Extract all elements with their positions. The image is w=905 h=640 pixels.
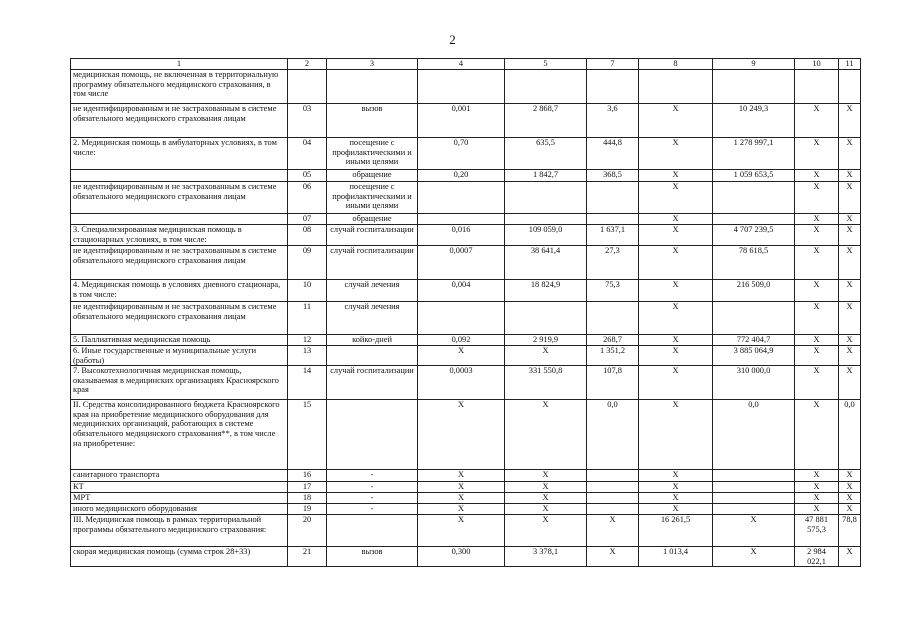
col-7-cell: 444,8	[587, 138, 639, 170]
table-row	[71, 170, 861, 182]
header-cell: 8	[639, 59, 713, 70]
col-7-cell: 75,3	[587, 280, 639, 302]
col-7-cell	[587, 182, 639, 214]
col-5-cell: 635,5	[505, 138, 587, 170]
header-cell: 2	[288, 59, 327, 70]
col-9-cell	[713, 70, 795, 104]
col-5-cell: Х	[505, 493, 587, 504]
col-5-cell: Х	[505, 482, 587, 493]
col-4-cell: 0,001	[418, 104, 505, 138]
row-name-cell: медицинская помощь, не включенная в территориальную программу обязательного медицинского страхования, в том числе	[71, 70, 288, 104]
col-5-cell	[505, 214, 587, 225]
col-10-cell: Х	[795, 104, 839, 138]
col-8-cell: Х	[639, 504, 713, 515]
col-10-cell: Х	[795, 346, 839, 366]
col-8-cell: 16 261,5	[639, 515, 713, 547]
col-9-cell: Х	[713, 547, 795, 567]
col-7-cell: 1 637,1	[587, 225, 639, 246]
header-cell: 9	[713, 59, 795, 70]
table-row	[71, 246, 861, 280]
col-5-cell: 2 919,9	[505, 335, 587, 346]
col-11-cell: Х	[839, 225, 861, 246]
col-8-cell	[639, 70, 713, 104]
col-9-cell	[713, 214, 795, 225]
col-8-cell: Х	[639, 482, 713, 493]
col-8-cell: Х	[639, 225, 713, 246]
col-10-cell: Х	[795, 302, 839, 335]
col-4-cell	[418, 214, 505, 225]
col-10-cell: Х	[795, 225, 839, 246]
row-code-cell: 10	[288, 280, 327, 302]
col-7-cell	[587, 482, 639, 493]
col-4-cell	[418, 182, 505, 214]
col-7-cell: Х	[587, 547, 639, 567]
col-11-cell: Х	[839, 366, 861, 400]
col-7-cell: 27,3	[587, 246, 639, 280]
row-code-cell: 19	[288, 504, 327, 515]
col-9-cell	[713, 482, 795, 493]
table-row	[71, 346, 861, 366]
col-9-cell	[713, 493, 795, 504]
col-9-cell: 4 707 239,5	[713, 225, 795, 246]
row-code-cell: 16	[288, 470, 327, 482]
unit-cell: случай госпитализации	[327, 225, 418, 246]
unit-cell: случай лечения	[327, 302, 418, 335]
col-11-cell: Х	[839, 547, 861, 567]
col-5-cell: Х	[505, 400, 587, 470]
col-11-cell: Х	[839, 302, 861, 335]
col-8-cell: Х	[639, 280, 713, 302]
col-11-cell: Х	[839, 504, 861, 515]
col-5-cell: 18 824,9	[505, 280, 587, 302]
row-name-cell	[71, 170, 288, 182]
col-11-cell: Х	[839, 182, 861, 214]
table-body	[71, 70, 861, 567]
col-5-cell: 38 641,4	[505, 246, 587, 280]
row-code-cell: 09	[288, 246, 327, 280]
col-10-cell: Х	[795, 482, 839, 493]
col-5-cell: Х	[505, 346, 587, 366]
row-code-cell: 15	[288, 400, 327, 470]
unit-cell	[327, 346, 418, 366]
col-7-cell	[587, 70, 639, 104]
col-11-cell: Х	[839, 335, 861, 346]
row-code-cell: 08	[288, 225, 327, 246]
col-8-cell: Х	[639, 246, 713, 280]
col-4-cell: 0,300	[418, 547, 505, 567]
col-9-cell: 78 618,5	[713, 246, 795, 280]
col-5-cell	[505, 70, 587, 104]
unit-cell	[327, 70, 418, 104]
row-code-cell: 21	[288, 547, 327, 567]
col-8-cell: Х	[639, 170, 713, 182]
col-8-cell: Х	[639, 214, 713, 225]
page-number: 2	[449, 32, 456, 47]
row-name-cell: 6. Иные государственные и муниципальные услуги (работы)	[71, 346, 288, 366]
col-10-cell: Х	[795, 138, 839, 170]
col-8-cell: Х	[639, 335, 713, 346]
col-10-cell	[795, 70, 839, 104]
col-9-cell: 1 278 997,1	[713, 138, 795, 170]
col-10-cell: Х	[795, 366, 839, 400]
col-10-cell: Х	[795, 246, 839, 280]
col-10-cell: Х	[795, 470, 839, 482]
col-10-cell: 47 881 575,3	[795, 515, 839, 547]
col-8-cell: Х	[639, 138, 713, 170]
row-name-cell: 2. Медицинская помощь в амбулаторных условиях, в том числе:	[71, 138, 288, 170]
col-7-cell: 3,6	[587, 104, 639, 138]
col-7-cell	[587, 302, 639, 335]
table-row	[71, 400, 861, 470]
col-7-cell: 268,7	[587, 335, 639, 346]
col-4-cell: Х	[418, 504, 505, 515]
col-9-cell: 10 249,3	[713, 104, 795, 138]
table-row	[71, 547, 861, 567]
table-row	[71, 366, 861, 400]
col-9-cell: 772 404,7	[713, 335, 795, 346]
table-row	[71, 504, 861, 515]
col-9-cell: Х	[713, 515, 795, 547]
header-cell: 4	[418, 59, 505, 70]
table-row	[71, 482, 861, 493]
col-4-cell: 0,20	[418, 170, 505, 182]
unit-cell: койко-дней	[327, 335, 418, 346]
col-4-cell: 0,004	[418, 280, 505, 302]
col-5-cell: 1 842,7	[505, 170, 587, 182]
col-4-cell	[418, 70, 505, 104]
row-code-cell: 03	[288, 104, 327, 138]
col-10-cell: Х	[795, 182, 839, 214]
col-8-cell: 1 013,4	[639, 547, 713, 567]
unit-cell: -	[327, 504, 418, 515]
table-row	[71, 335, 861, 346]
col-10-cell: Х	[795, 493, 839, 504]
unit-cell	[327, 515, 418, 547]
unit-cell	[327, 400, 418, 470]
table-row	[71, 470, 861, 482]
col-8-cell: Х	[639, 182, 713, 214]
row-code-cell: 05	[288, 170, 327, 182]
col-5-cell	[505, 182, 587, 214]
header-row	[71, 59, 861, 70]
table-row	[71, 493, 861, 504]
row-code-cell: 12	[288, 335, 327, 346]
col-4-cell: 0,0007	[418, 246, 505, 280]
col-8-cell: Х	[639, 366, 713, 400]
col-9-cell	[713, 470, 795, 482]
col-7-cell	[587, 470, 639, 482]
col-9-cell: 3 885 064,9	[713, 346, 795, 366]
col-10-cell: Х	[795, 280, 839, 302]
col-11-cell: Х	[839, 493, 861, 504]
row-name-cell: иного медицинского оборудования	[71, 504, 288, 515]
col-9-cell: 310 000,0	[713, 366, 795, 400]
col-4-cell: Х	[418, 493, 505, 504]
col-4-cell: Х	[418, 400, 505, 470]
unit-cell: -	[327, 470, 418, 482]
unit-cell: случай госпитализации	[327, 366, 418, 400]
row-code-cell: 07	[288, 214, 327, 225]
col-9-cell: 216 509,0	[713, 280, 795, 302]
header-cell: 7	[587, 59, 639, 70]
col-4-cell: Х	[418, 470, 505, 482]
col-5-cell: 3 378,1	[505, 547, 587, 567]
col-11-cell: Х	[839, 138, 861, 170]
row-name-cell: не идентифицированным и не застрахованным в системе обязательного медицинского страхования лицам	[71, 302, 288, 335]
row-code-cell: 17	[288, 482, 327, 493]
row-name-cell: не идентифицированным и не застрахованным в системе обязательного медицинского страхования лицам	[71, 104, 288, 138]
col-7-cell: 0,0	[587, 400, 639, 470]
col-7-cell	[587, 504, 639, 515]
col-4-cell: 0,092	[418, 335, 505, 346]
row-name-cell	[71, 214, 288, 225]
table-row	[71, 302, 861, 335]
col-5-cell	[505, 302, 587, 335]
unit-cell: вызов	[327, 104, 418, 138]
col-4-cell: Х	[418, 346, 505, 366]
unit-cell: посещение с профилактическими и иными целями	[327, 182, 418, 214]
row-code-cell	[288, 70, 327, 104]
col-11-cell: Х	[839, 280, 861, 302]
table-row	[71, 70, 861, 104]
row-name-cell: скорая медицинская помощь (сумма строк 28+33)	[71, 547, 288, 567]
unit-cell: обращение	[327, 214, 418, 225]
col-4-cell: 0,70	[418, 138, 505, 170]
header-cell: 10	[795, 59, 839, 70]
row-name-cell: 5. Паллиативная медицинская помощь	[71, 335, 288, 346]
header-cell: 3	[327, 59, 418, 70]
col-9-cell	[713, 504, 795, 515]
unit-cell: обращение	[327, 170, 418, 182]
table-row	[71, 280, 861, 302]
col-9-cell	[713, 302, 795, 335]
table-row	[71, 214, 861, 225]
col-10-cell: Х	[795, 504, 839, 515]
row-name-cell: МРТ	[71, 493, 288, 504]
col-8-cell: Х	[639, 346, 713, 366]
col-5-cell: Х	[505, 470, 587, 482]
col-5-cell: Х	[505, 504, 587, 515]
col-5-cell: 2 868,7	[505, 104, 587, 138]
col-7-cell: 368,5	[587, 170, 639, 182]
col-9-cell: 0,0	[713, 400, 795, 470]
header-cell: 11	[839, 59, 861, 70]
row-name-cell: 3. Специализированная медицинская помощь в стационарных условиях, в том числе:	[71, 225, 288, 246]
col-9-cell: 1 059 653,5	[713, 170, 795, 182]
col-8-cell: Х	[639, 302, 713, 335]
table-row	[71, 225, 861, 246]
col-4-cell: 0,0003	[418, 366, 505, 400]
header-cell: 5	[505, 59, 587, 70]
col-10-cell: 2 984 022,1	[795, 547, 839, 567]
row-name-cell: санитарного транспорта	[71, 470, 288, 482]
row-code-cell: 04	[288, 138, 327, 170]
row-name-cell: КТ	[71, 482, 288, 493]
row-code-cell: 06	[288, 182, 327, 214]
col-8-cell: Х	[639, 400, 713, 470]
col-11-cell: Х	[839, 246, 861, 280]
row-name-cell: III. Медицинская помощь в рамках территориальной программы обязательного медицинского страхования:	[71, 515, 288, 547]
col-11-cell: Х	[839, 482, 861, 493]
unit-cell: -	[327, 482, 418, 493]
row-name-cell: II. Средства консолидированного бюджета Красноярского края на приобретение медицинского оборудования для медицинских организаций, работающих в системе обязательного медицинского страхования**, в том числе на приобретение:	[71, 400, 288, 470]
row-code-cell: 20	[288, 515, 327, 547]
row-name-cell: 4. Медицинская помощь в условиях дневного стационара, в том числе:	[71, 280, 288, 302]
col-8-cell: Х	[639, 104, 713, 138]
col-7-cell	[587, 493, 639, 504]
col-7-cell: 107,8	[587, 366, 639, 400]
table-row	[71, 515, 861, 547]
col-10-cell: Х	[795, 170, 839, 182]
col-11-cell: Х	[839, 104, 861, 138]
table-row	[71, 138, 861, 170]
col-11-cell: Х	[839, 170, 861, 182]
row-code-cell: 18	[288, 493, 327, 504]
col-10-cell: Х	[795, 335, 839, 346]
unit-cell: -	[327, 493, 418, 504]
col-11-cell: Х	[839, 346, 861, 366]
col-9-cell	[713, 182, 795, 214]
row-name-cell: 7. Высокотехнологичная медицинская помощь, оказываемая в медицинских организациях Красноярского края	[71, 366, 288, 400]
unit-cell: случай лечения	[327, 280, 418, 302]
col-10-cell: Х	[795, 214, 839, 225]
col-7-cell: Х	[587, 515, 639, 547]
row-name-cell: не идентифицированным и не застрахованным в системе обязательного медицинского страхования лицам	[71, 246, 288, 280]
col-4-cell: Х	[418, 482, 505, 493]
col-11-cell: 78,8	[839, 515, 861, 547]
row-code-cell: 11	[288, 302, 327, 335]
col-5-cell: 109 059,0	[505, 225, 587, 246]
row-code-cell: 13	[288, 346, 327, 366]
col-4-cell	[418, 302, 505, 335]
col-11-cell	[839, 70, 861, 104]
col-7-cell: 1 351,2	[587, 346, 639, 366]
col-4-cell: 0,016	[418, 225, 505, 246]
row-name-cell: не идентифицированным и не застрахованным в системе обязательного медицинского страхования лицам	[71, 182, 288, 214]
col-4-cell: Х	[418, 515, 505, 547]
col-10-cell: Х	[795, 400, 839, 470]
col-5-cell: Х	[505, 515, 587, 547]
table-row	[71, 182, 861, 214]
col-7-cell	[587, 214, 639, 225]
col-11-cell: Х	[839, 470, 861, 482]
col-11-cell: Х	[839, 214, 861, 225]
header-cell: 1	[71, 59, 288, 70]
table-row	[71, 104, 861, 138]
col-11-cell: 0,0	[839, 400, 861, 470]
unit-cell: случай госпитализации	[327, 246, 418, 280]
unit-cell: вызов	[327, 547, 418, 567]
col-8-cell: Х	[639, 470, 713, 482]
col-8-cell: Х	[639, 493, 713, 504]
row-code-cell: 14	[288, 366, 327, 400]
data-table	[70, 58, 861, 567]
unit-cell: посещение с профилактическими и иными целями	[327, 138, 418, 170]
col-5-cell: 331 550,8	[505, 366, 587, 400]
